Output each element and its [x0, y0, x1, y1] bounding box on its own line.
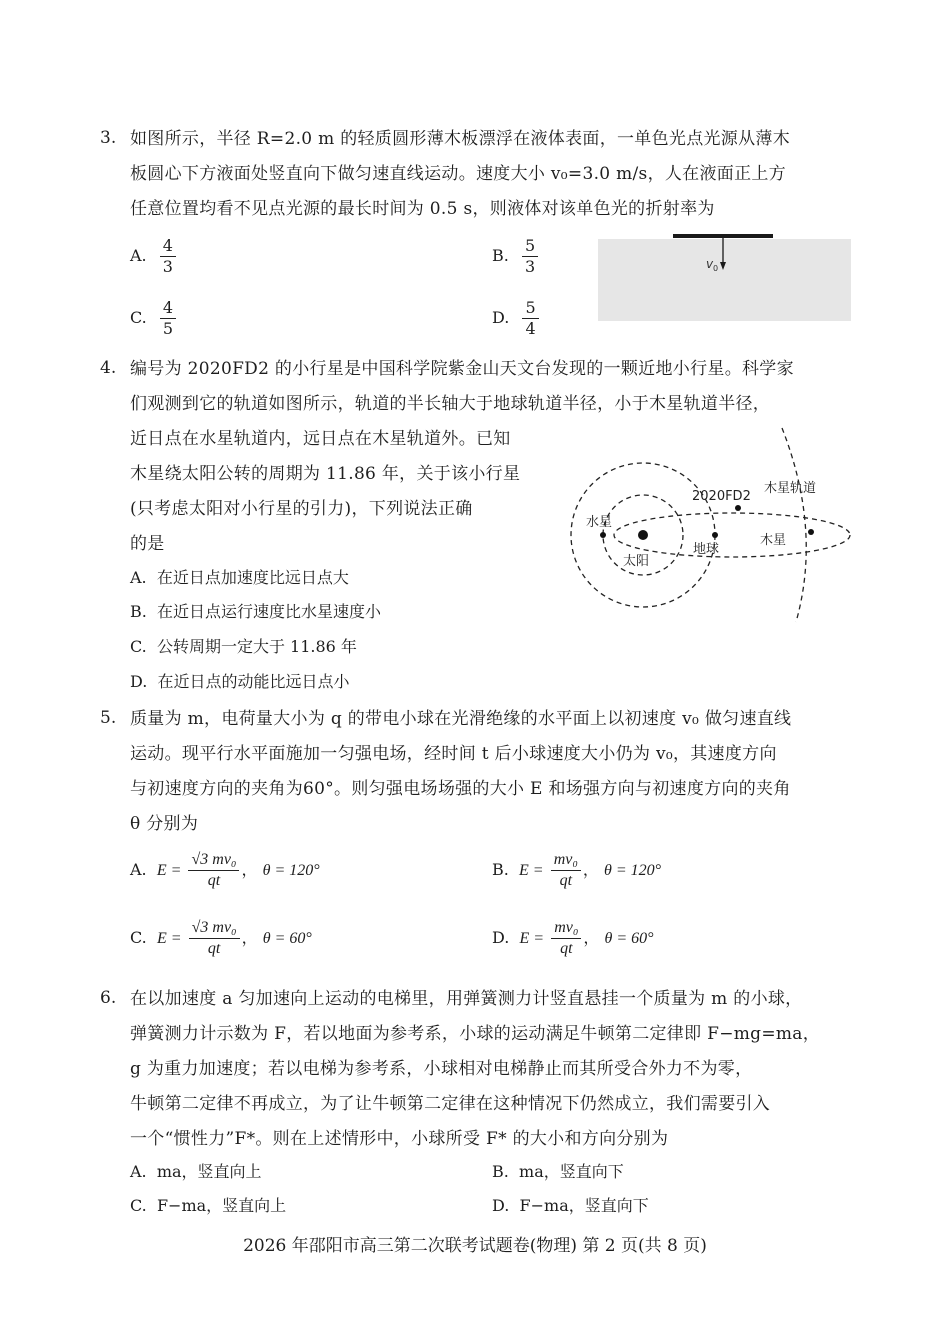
question-text-line: 的是: [130, 534, 165, 554]
fraction: $\frac{5}{4}$: [522, 298, 538, 339]
sun-label: 太阳: [623, 554, 650, 569]
option-c[interactable]: C. $\frac{4}{5}$: [130, 298, 178, 339]
svg-text:0: 0: [713, 264, 719, 273]
option-a[interactable]: A. 在近日点加速度比远日点大: [130, 568, 349, 587]
question-text-line: 一个“惯性力”F*。则在上述情形中，小球所受 F* 的大小和方向分别为: [130, 1129, 669, 1149]
liquid-region: [598, 239, 851, 321]
option-d[interactable]: D. $\frac{5}{4}$: [492, 298, 541, 339]
question-text-line: 板圆心下方液面处竖直向下做匀速直线运动。速度大小 v₀=3.0 m/s，人在液面正上方: [130, 164, 786, 184]
svg-text:v: v: [706, 257, 714, 271]
jupiter-orbit: [782, 428, 806, 622]
option-b[interactable]: B. $\frac{5}{3}$: [492, 236, 540, 277]
fraction: $\frac{\text{√3 mv₀}}{qt}$: [189, 918, 240, 959]
option-c[interactable]: C. E = $\frac{\text{√3 mv₀}}{qt}$ ， θ = 60°: [130, 919, 312, 957]
question-text-line: 质量为 m，电荷量大小为 q 的带电小球在光滑绝缘的水平面上以初速度 v₀ 做匀速直线: [130, 709, 792, 729]
option-d[interactable]: D. 在近日点的动能比远日点小: [130, 672, 350, 691]
option-b[interactable]: B. ma，竖直向下: [492, 1162, 624, 1181]
question-text-line: 近日点在水星轨道内，远日点在木星轨道外。已知: [130, 429, 511, 449]
question-text-line: 在以加速度 a 匀加速向上运动的电梯里，用弹簧测力计竖直悬挂一个质量为 m 的小球，: [130, 989, 803, 1009]
question-text-line: 任意位置均看不见点光源的最长时间为 0.5 s，则液体对该单色光的折射率为: [130, 199, 715, 219]
question-text-line: g 为重力加速度；若以电梯为参考系，小球相对电梯静止而其所受合外力不为零，: [130, 1059, 753, 1079]
earth-label: 地球: [693, 542, 720, 557]
mercury-dot: [600, 532, 606, 538]
asteroid-orbit: [614, 513, 850, 557]
question-text-line: 弹簧测力计示数为 F，若以地面为参考系，小球的运动满足牛顿第二定律即 F−mg=ma，: [130, 1024, 821, 1044]
question-text-line: 们观测到它的轨道如图所示，轨道的半长轴大于地球轨道半径，小于木星轨道半径，: [130, 394, 771, 414]
page-footer: 2026 年邵阳市高三第二次联考试题卷(物理) 第 2 页(共 8 页): [243, 1236, 707, 1256]
option-a[interactable]: A. E = $\frac{\text{√3 mv₀}}{qt}$ ， θ = 120°: [130, 851, 320, 889]
jupiter-dot: [808, 529, 814, 535]
fraction: $\frac{4}{3}$: [160, 236, 176, 277]
question-text-line: 如图所示，半径 R=2.0 m 的轻质圆形薄木板漂浮在液体表面，一单色光点光源从薄木: [130, 129, 791, 149]
question-text-line: 与初速度方向的夹角为60°。则匀强电场场强的大小 E 和场强方向与初速度方向的夹角: [130, 779, 791, 799]
jupiter-label: 木星: [760, 533, 787, 548]
question-number: 6.: [100, 988, 117, 1008]
asteroid-label: 2020FD2: [692, 489, 751, 504]
option-d[interactable]: D. F−ma，竖直向下: [492, 1196, 649, 1215]
question-text-line: θ 分别为: [130, 814, 199, 834]
sun-icon: [638, 530, 648, 540]
option-a[interactable]: A. $\frac{4}{3}$: [130, 236, 178, 277]
asteroid-dot: [735, 505, 741, 511]
option-b[interactable]: B. E = $\frac{\text{mv₀}}{qt}$ ， θ = 120°: [492, 851, 662, 889]
option-b[interactable]: B. 在近日点运行速度比水星速度小: [130, 602, 382, 621]
question-text-line: 木星绕太阳公转的周期为 11.86 年，关于该小行星: [130, 464, 521, 484]
question-number: 5.: [100, 708, 117, 728]
fraction: $\frac{\text{mv₀}}{qt}$: [551, 918, 581, 959]
option-c[interactable]: C. 公转周期一定大于 11.86 年: [130, 637, 357, 656]
jupiter-orbit-label: 木星轨道: [764, 481, 817, 496]
wooden-board: [673, 234, 773, 238]
question-text-line: 运动。现平行水平面施加一匀强电场，经时间 t 后小球速度大小仍为 v₀，其速度方向: [130, 744, 777, 764]
mercury-label: 水星: [586, 515, 613, 530]
question-text-line: (只考虑太阳对小行星的引力)，下列说法正确: [130, 499, 473, 519]
fraction: $\frac{\text{mv₀}}{qt}$: [551, 850, 581, 891]
floating-board-figure: [595, 230, 855, 325]
fraction: $\frac{\text{√3 mv₀}}{qt}$: [188, 850, 239, 891]
earth-dot: [712, 532, 718, 538]
fraction: $\frac{4}{5}$: [160, 298, 176, 339]
question-number: 3.: [100, 128, 117, 148]
question-text-line: 牛顿第二定律不再成立，为了让牛顿第二定律在这种情况下仍然成立，我们需要引入: [130, 1094, 771, 1114]
option-a[interactable]: A. ma，竖直向上: [130, 1162, 262, 1181]
orbit-diagram: [560, 420, 860, 630]
fraction: $\frac{5}{3}$: [522, 236, 538, 277]
option-c[interactable]: C. F−ma，竖直向上: [130, 1196, 287, 1215]
question-number: 4.: [100, 358, 117, 378]
question-text-line: 编号为 2020FD2 的小行星是中国科学院紫金山天文台发现的一颗近地小行星。科学家: [130, 359, 794, 379]
option-d[interactable]: D. E = $\frac{\text{mv₀}}{qt}$ ， θ = 60°: [492, 919, 654, 957]
